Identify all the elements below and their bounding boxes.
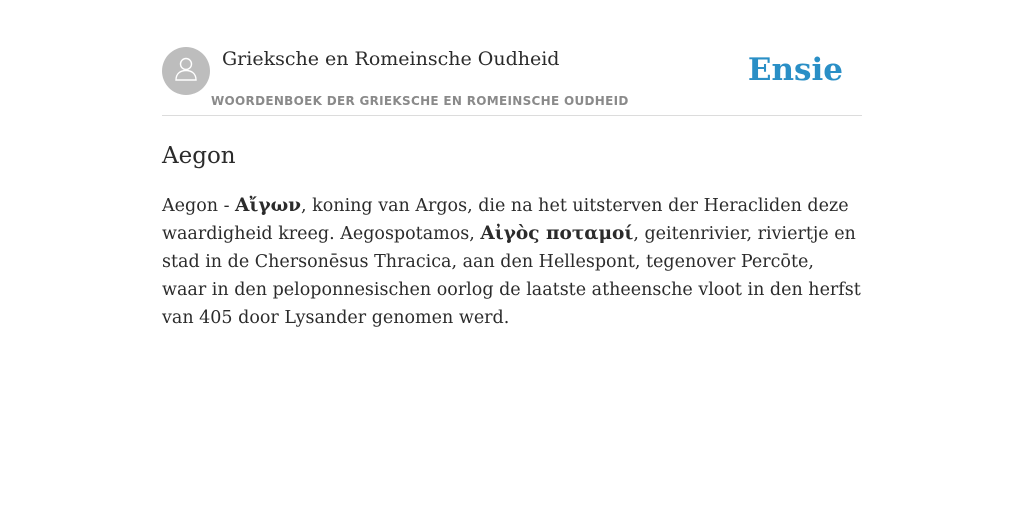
source-title[interactable]: Grieksche en Romeinsche Oudheid: [222, 48, 560, 70]
entry-body: [162, 192, 862, 332]
source-subtitle[interactable]: WOORDENBOEK DER GRIEKSCHE EN ROMEINSCHE OUDHEID: [211, 94, 629, 108]
greek-term: Αἴγων: [235, 195, 302, 216]
body-text: Aegon -: [162, 196, 236, 216]
brand-logo[interactable]: Ensie: [747, 52, 843, 88]
user-icon: [171, 54, 201, 89]
entry-title: Aegon: [162, 143, 236, 169]
body-text: , koning van Argos, die na het uitsterven der Heracliden deze waardigheid kreeg. Aegospotamos,: [162, 196, 849, 244]
greek-term: Αἰγὸς ποταμοί: [480, 223, 634, 244]
body-text: , geitenrivier, riviertje en stad in de Chersonēsus Thracica, aan den Hellespont, tegenover Percōte, waar in den peloponnesischen oorlog de laatste atheensche vloot in den herfst van 405 door Lysander genomen werd.: [162, 224, 861, 328]
page: [162, 0, 862, 332]
source-header: [162, 47, 862, 116]
source-avatar[interactable]: [162, 47, 210, 95]
